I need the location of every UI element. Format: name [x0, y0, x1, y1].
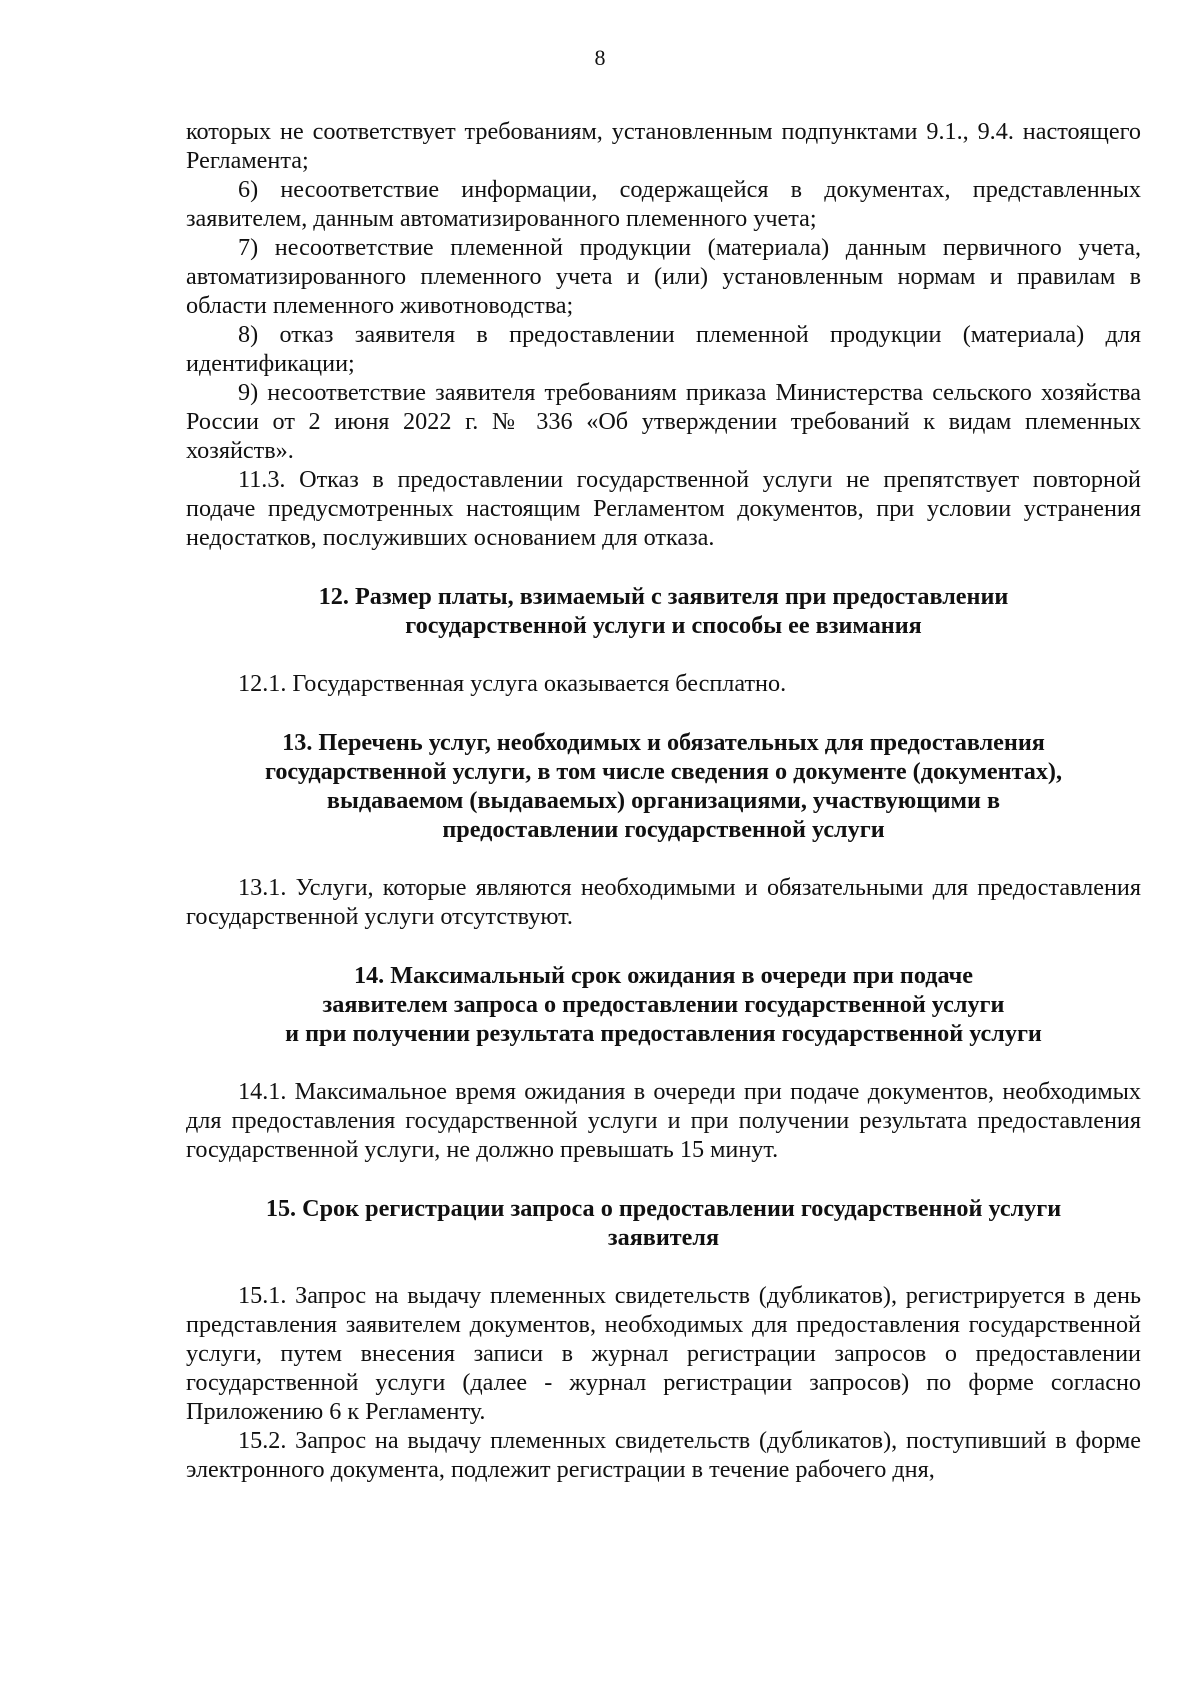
paragraph-13-1: 13.1. Услуги, которые являются необходимыми и обязательными для предоставления государственной услуги отсутствуют.: [186, 874, 1141, 930]
paragraph-15-2: 15.2. Запрос на выдачу племенных свидетельств (дубликатов), поступивший в форме электронного документа, подлежит регистрации в течение рабочего дня,: [186, 1427, 1141, 1483]
section-14-heading-line: и при получении результата предоставления государственной услуги: [285, 1020, 1042, 1047]
section-14-heading: [186, 961, 1141, 1048]
paragraph-11-3: 11.3. Отказ в предоставлении государственной услуги не препятствует повторной подаче предусмотренных настоящим Регламентом документов, при условии устранения недостатков, послуживших основанием для отказа.: [186, 466, 1141, 551]
section-13-heading-line: государственной услуги, в том числе сведения о документе (документах),: [264, 758, 1063, 785]
section-14-heading-line: заявителем запроса о предоставлении государственной услуги: [322, 991, 1005, 1018]
page-number: 8: [594, 45, 606, 70]
section-13-heading-line: предоставлении государственной услуги: [442, 816, 885, 843]
paragraph-item-8: 8) отказ заявителя в предоставлении племенной продукции (материала) для идентификации;: [186, 321, 1141, 377]
section-15-heading: [186, 1194, 1141, 1252]
section-12-heading: [186, 582, 1141, 640]
paragraph-15-1: 15.1. Запрос на выдачу племенных свидетельств (дубликатов), регистрируется в день представления заявителем документов, необходимых для предоставления государственной услуги, путем внесения записи в журнал регистрации запросов о предоставлении государственной услуги (далее - журнал регистрации запросов) по форме согласно Приложению 6 к Регламенту.: [186, 1282, 1141, 1425]
paragraph-14-1: 14.1. Максимальное время ожидания в очереди при подаче документов, необходимых для предоставления государственной услуги и при получении результата предоставления государственной услуги, не должно превышать 15 минут.: [186, 1078, 1141, 1163]
section-15-heading-line: заявителя: [607, 1224, 720, 1251]
section-12-heading-line: 12. Размер платы, взимаемый с заявителя при предоставлении: [318, 583, 1009, 610]
section-12-heading-line: государственной услуги и способы ее взимания: [405, 612, 922, 639]
section-13-heading: [186, 728, 1141, 844]
document-body: [186, 117, 1141, 1484]
section-13-heading-line: 13. Перечень услуг, необходимых и обязательных для предоставления: [282, 729, 1045, 756]
paragraph-continuation: которых не соответствует требованиям, установленным подпунктами 9.1., 9.4. настоящего Регламента;: [186, 118, 1141, 174]
paragraph-item-6: 6) несоответствие информации, содержащейся в документах, представленных заявителем, данным автоматизированного племенного учета;: [186, 176, 1141, 232]
section-15-heading-line: 15. Срок регистрации запроса о предоставлении государственной услуги: [265, 1195, 1062, 1222]
section-14-heading-line: 14. Максимальный срок ожидания в очереди при подаче: [353, 962, 974, 989]
paragraph-item-7: 7) несоответствие племенной продукции (материала) данным первичного учета, автоматизированного племенного учета и (или) установленным нормам и правилам в области племенного животноводства;: [186, 234, 1141, 319]
section-13-heading-line: выдаваемом (выдаваемых) организациями, участвующими в: [326, 787, 1001, 814]
paragraph-item-9: 9) несоответствие заявителя требованиям приказа Министерства сельского хозяйства России от 2 июня 2022 г. № 336 «Об утверждении требований к видам племенных хозяйств».: [186, 379, 1141, 464]
paragraph-12-1: 12.1. Государственная услуга оказывается бесплатно.: [238, 670, 787, 697]
